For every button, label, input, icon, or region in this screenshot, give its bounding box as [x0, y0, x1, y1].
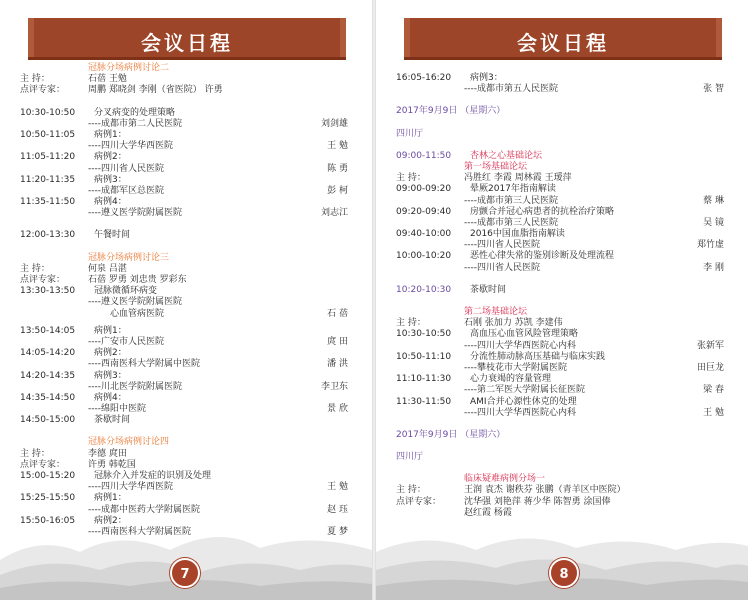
agenda-item: 16:05-16:20 病例3： [396, 73, 503, 83]
date-row: 2017年9月9日 （星期六） [396, 429, 506, 440]
session-title: 第二场基础论坛 [464, 307, 528, 317]
left-schedule [20, 63, 350, 538]
agenda-sub: ----成都市第三人民医院 吴 镜 [464, 217, 724, 228]
agenda-item: 13:50-14:05 病例1： [20, 325, 127, 336]
right-schedule [396, 73, 726, 519]
agenda-sub: ----第二军医大学附属长征医院 梁 春 [464, 385, 724, 396]
agenda-sub: 心血管病医院 石 蓓 [110, 308, 348, 319]
reviewer-row-cont: 赵红霞 杨霞 [464, 507, 512, 518]
agenda-sub: ----成都市第三人民医院 蔡 琳 [464, 195, 724, 206]
left-banner [28, 18, 346, 60]
host-row: 主 持： 石刚 张加力 苏凯 李建伟 [396, 318, 563, 329]
agenda-item: 14:05-14:20 病例2： [20, 348, 127, 359]
agenda-sub: ----四川省人民医院 陈 勇 [88, 163, 348, 174]
agenda-item: 09:20-09:40 房颤合并冠心病患者的抗栓治疗策略 [396, 206, 615, 217]
host-row: 主 持： 王润 袁杰 谢秩芬 张鹏（青羊区中医院） [396, 485, 626, 496]
agenda-sub: ----攀枝花市大学附属医院 田巨龙 [464, 362, 724, 373]
agenda-item: 13:30-13:50 冠脉微循环病变 [20, 286, 158, 297]
agenda-item: 15:50-16:05 病例2： [20, 515, 127, 526]
forum-title-row: 09:00-11:50 杏林之心基础论坛 [396, 150, 543, 161]
reviewer-row: 点评专家： 许勇 韩乾国 [20, 459, 136, 470]
agenda-sub: ----四川大学华西医院心内科 张新军 [464, 340, 724, 351]
tea-row: 10:20-10:30 茶歇时间 [396, 284, 507, 295]
agenda-sub: ----西南医科大学附属医院 夏 梦 [88, 526, 348, 537]
reviewer-row: 点评专家： 周鹏 郑晓剑 李刚（省医院） 许勇 [20, 85, 223, 96]
reviewer-row: 点评专家： 沈华强 刘艳萍 蒋少华 陈智勇 涂国俸 [396, 496, 611, 507]
session-title: 冠脉分场病例讨论四 [88, 437, 170, 448]
agenda-item: 10:00-10:20 恶性心律失常的鉴别诊断及处理流程 [396, 251, 615, 262]
agenda-sub: ----成都市第五人民医院 张 智 [464, 84, 724, 95]
page-number-badge: 7 [170, 558, 200, 588]
left-banner-title: 会议日程 [141, 31, 233, 55]
agenda-sub: ----广安市人民医院 庹 田 [88, 336, 348, 347]
agenda-sub: ----遵义医学院附属医院 [88, 297, 182, 308]
agenda-sub: ----西南医科大学附属中医院 潘 洪 [88, 359, 348, 370]
tea-row: 14:50-15:00 茶歇时间 [20, 415, 131, 426]
agenda-item: 11:30-11:50 AMI合并心源性休克的处理 [396, 396, 577, 407]
agenda-item: 14:20-14:35 病例3： [20, 370, 127, 381]
agenda-sub: ----四川省人民医院 郑竹虚 [464, 240, 724, 251]
hall-row: 四川厅 [396, 452, 424, 463]
agenda-sub: ----成都军区总医院 彭 柯 [88, 185, 348, 196]
session-title: 第一场基础论坛 [464, 161, 528, 172]
date-row: 2017年9月9日 （星期六） [396, 106, 506, 117]
agenda-item: 10:50-11:05 病例1： [20, 129, 127, 140]
agenda-sub: ----绵阳中医院 景 欣 [88, 404, 348, 415]
reviewer-row: 点评专家： 石蓓 罗勇 刘忠贵 罗彩东 [20, 275, 187, 285]
agenda-item: 15:00-15:20 冠脉介入并发症的识别及处理 [20, 471, 212, 481]
agenda-sub: ----四川大学华西医院 王 勉 [88, 141, 348, 152]
right-banner-title: 会议日程 [517, 31, 609, 55]
host-row: 主 持： 何泉 吕湛 [20, 263, 127, 274]
right-page [376, 0, 748, 600]
host-row: 主 持： 李德 庹田 [20, 448, 127, 459]
agenda-sub: ----四川省人民医院 李 刚 [464, 262, 724, 273]
agenda-sub: ----四川大学华西医院心内科 王 勉 [464, 407, 724, 418]
agenda-item: 11:20-11:35 病例3： [20, 174, 127, 185]
agenda-item: 10:30-10:50 高血压心血管风险管理策略 [396, 329, 579, 340]
agenda-item: 10:30-10:50 分叉病变的处理策略 [20, 107, 176, 118]
agenda-sub: ----四川大学华西医院 王 勉 [88, 482, 348, 493]
agenda-item: 09:40-10:00 2016中国血脂指南解读 [396, 229, 565, 240]
agenda-item: 15:25-15:50 病例1： [20, 493, 127, 504]
hall-row: 四川厅 [396, 128, 424, 139]
agenda-item: 14:35-14:50 病例4： [20, 392, 127, 403]
session-title: 冠脉分场病例讨论二 [88, 63, 170, 73]
page-number-badge: 8 [549, 558, 579, 588]
agenda-sub: ----遵义医学院附属医院 刘志江 [88, 208, 348, 219]
agenda-item: 11:10-11:30 心力衰竭的容量管理 [396, 374, 552, 385]
agenda-item: 11:05-11:20 病例2： [20, 152, 127, 163]
agenda-item: 11:35-11:50 病例4： [20, 197, 127, 208]
agenda-item: 09:00-09:20 晕厥2017年指南解读 [396, 184, 556, 195]
left-page [0, 0, 372, 600]
host-row: 主 持： 冯胜红 李霞 周林霞 王瑷萍 [396, 173, 572, 184]
right-banner [404, 18, 722, 60]
agenda-sub: ----成都市第二人民医院 刘剑雄 [88, 118, 348, 129]
lunch-row: 12:00-13:30 午餐时间 [20, 230, 131, 241]
session-title: 临床疑难病例分场一 [464, 474, 546, 485]
agenda-sub: ----成都中医药大学附属医院 赵 珏 [88, 504, 348, 515]
host-row: 主 持： 石蓓 王勉 [20, 74, 127, 85]
session-title: 冠脉分场病例讨论三 [88, 252, 170, 263]
agenda-sub: ----川北医学院附属医院 李卫东 [88, 381, 348, 392]
agenda-item: 10:50-11:10 分流性肺动脉高压基础与临床实践 [396, 351, 606, 362]
